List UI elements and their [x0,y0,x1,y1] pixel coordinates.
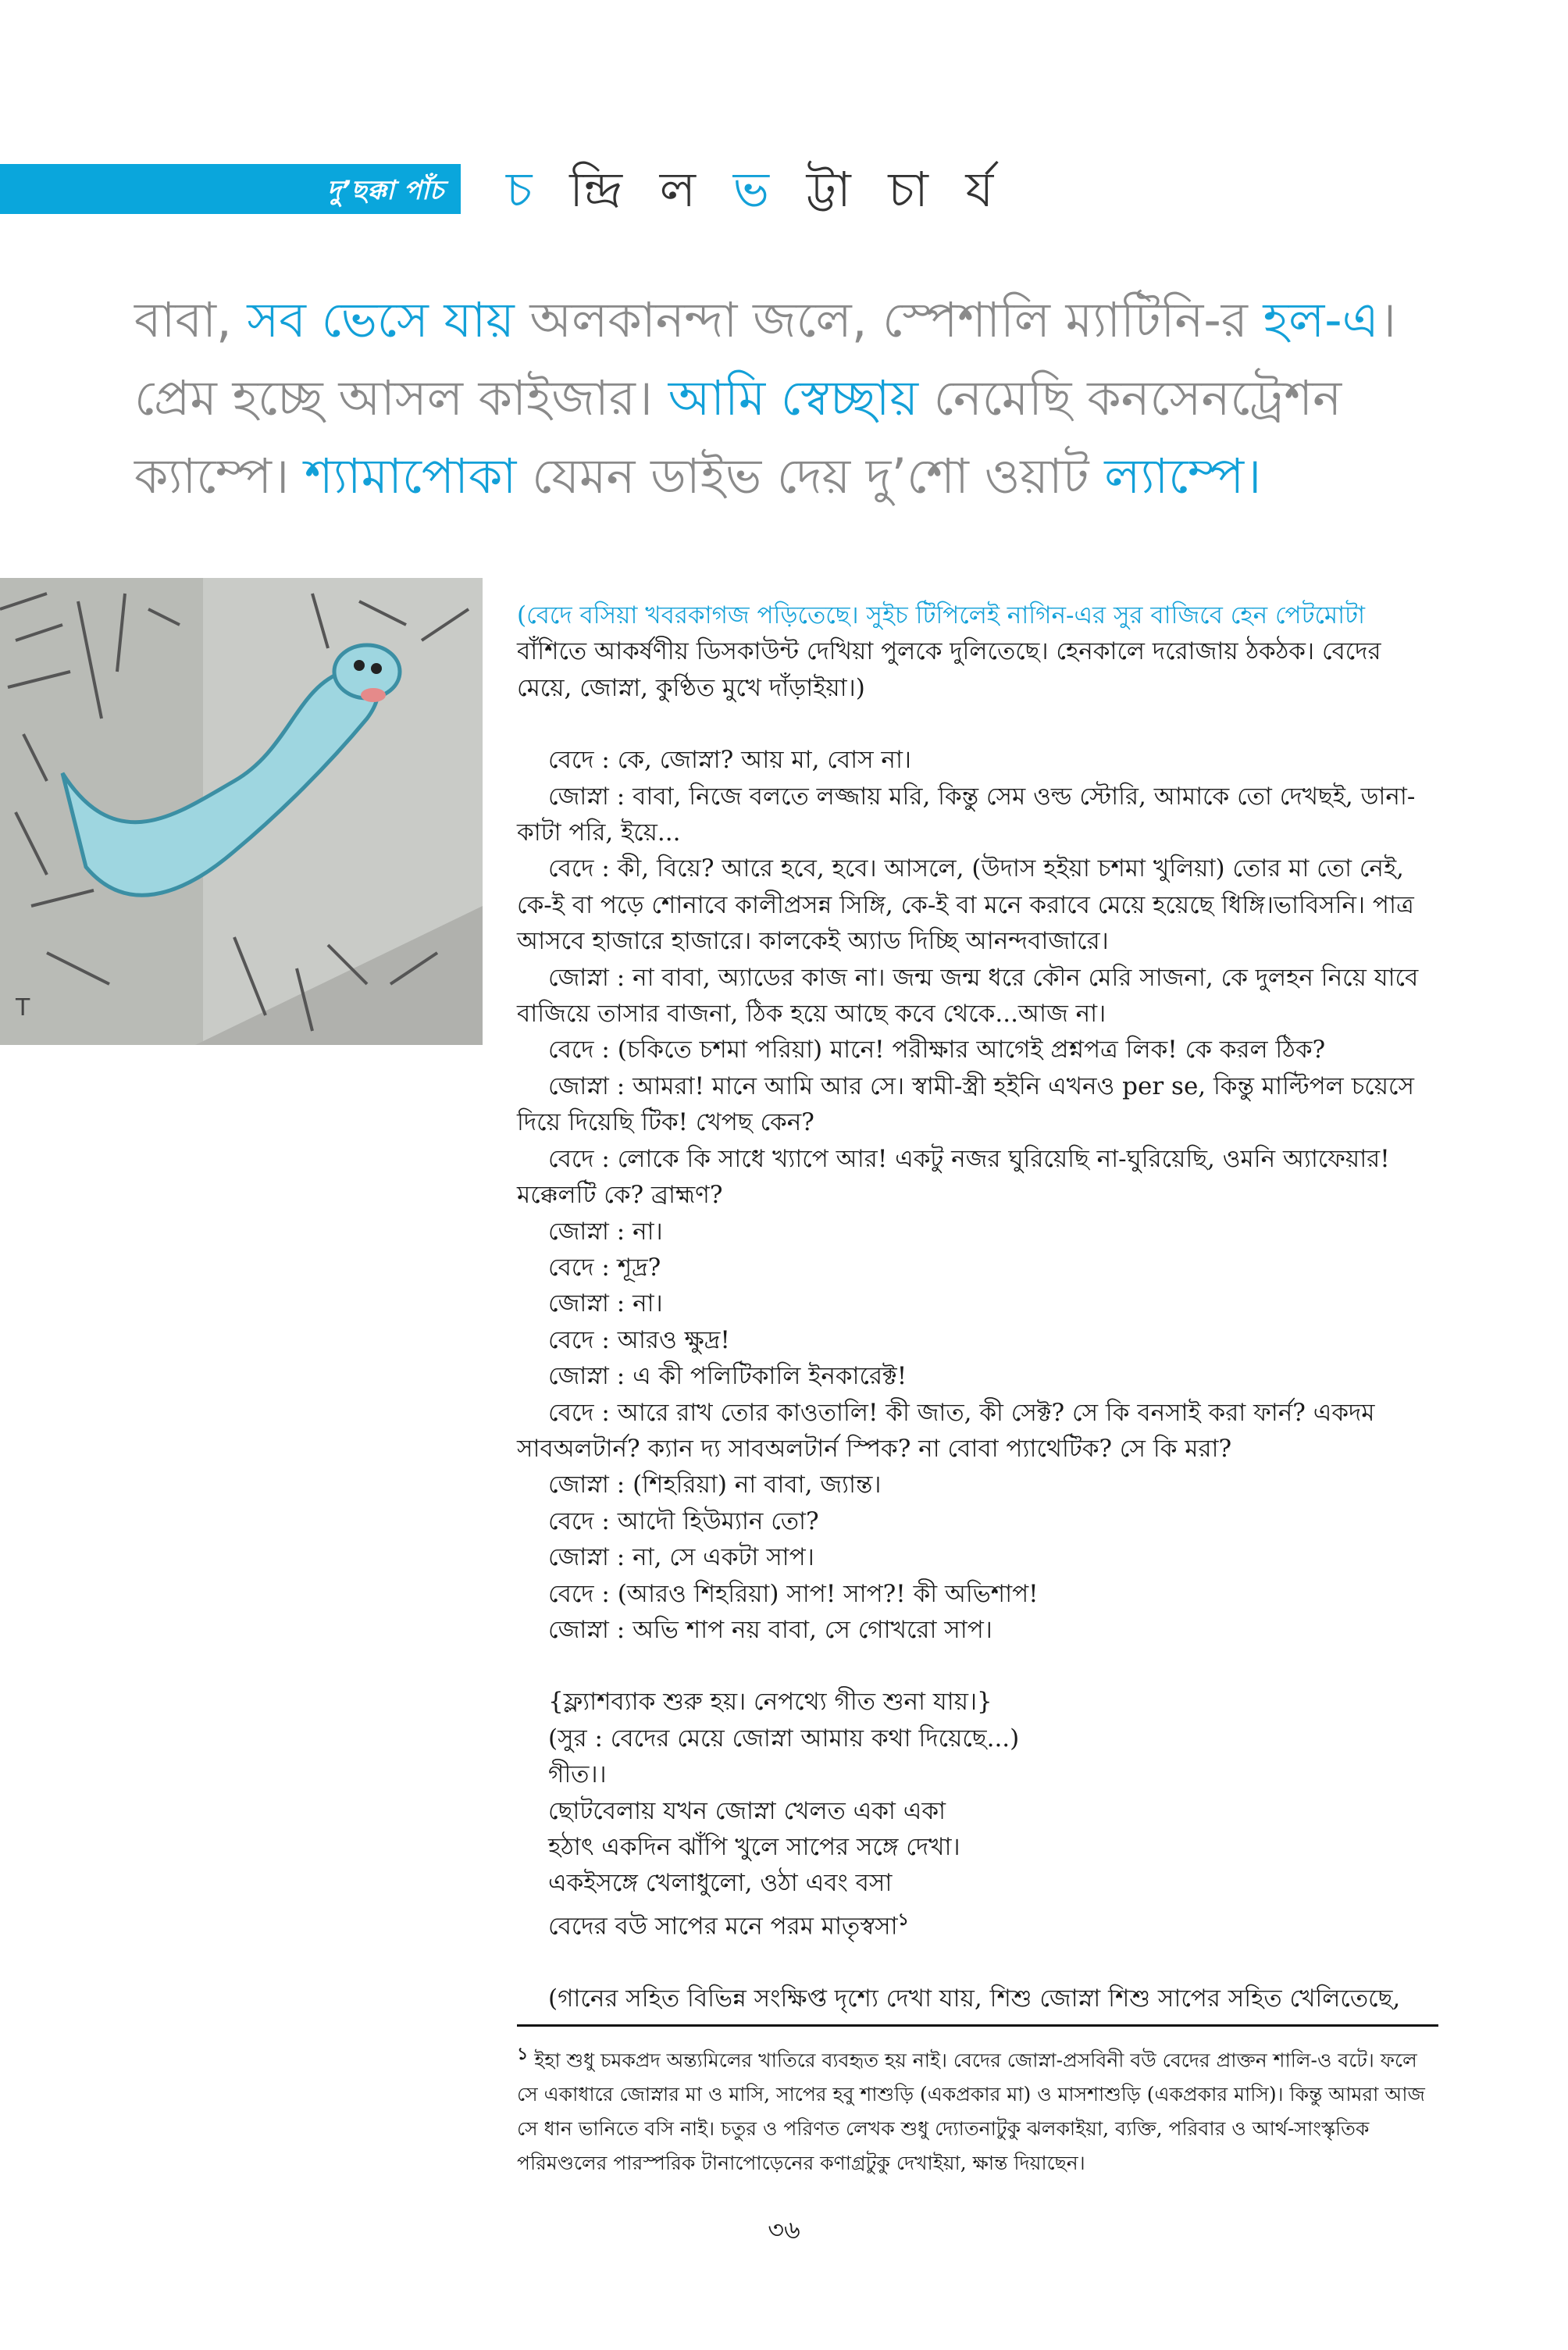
dialogue-line: জোস্না : (শিহরিয়া) না বাবা, জ্যান্ত। [548,1471,882,1500]
lead-paragraph [134,281,1415,515]
dialogue-line: বেদে : (চকিতে চশমা পরিয়া) মানে! পরীক্ষার আগেই প্রশ্নপত্র লিক! কে করল ঠিক? [548,1036,1326,1064]
author-first-initial: চ [506,161,543,218]
intro-paragraph [517,597,1438,706]
song-line: হঠাৎ একদিন ঝাঁপি খুলে সাপের সঙ্গে দেখা। [548,1833,960,1861]
footnote-ref[interactable]: ১ [897,1909,909,1930]
footnote-rule [517,2024,1438,2027]
dialogue-line: জোস্না : এ কী পলিটিকালি ইনকারেক্ট! [548,1362,907,1391]
flashback-line: {ফ্ল্যাশব্যাক শুরু হয়। নেপথ্যে গীত শুনা যায়।} [548,1688,992,1717]
dialogue-line: বেদে : আরে রাখ তোর কাওতালি! কী জাত, কী সেক্ট? সে কি বনসাই করা ফার্ন? একদম সাবঅলটার্ন? ক্যান দ্য সাবঅলটার্ন স্পিক? না বোবা প্যাথেটিক? সে কি মরা? [517,1398,1375,1463]
dialogue-line: বেদে : আরও ক্ষুদ্র! [548,1325,730,1354]
dialogue-line: বেদে : লোকে কি সাধে খ্যাপে আর! একটু নজর ঘুরিয়েছি না-ঘুরিয়েছি, ওমনি অ্যাফেয়ার! মক্কেলটি কে? ব্রাহ্মণ? [517,1144,1390,1210]
dialogue-line: জোস্না : অভি শাপ নয় বাবা, সে গোখরো সাপ। [548,1615,992,1644]
dialogue-line: বেদে : শূদ্র? [548,1253,661,1282]
song-line: ছোটবেলায় যখন জোস্না খেলত একা একা [548,1796,946,1825]
spacer [517,1648,1438,1684]
footnote [517,2037,1438,2181]
spacer [517,1945,1438,1981]
dialogue-line: বেদে : কী, বিয়ে? আরে হবে, হবে। আসলে, (উদাস হইয়া চশমা খুলিয়া) তোর মা তো নেই, কে-ই বা পড়ে শোনাবে কালীপ্রসন্ন সিঙ্গি, কে-ই বা মনে করাবে মেয়ে হয়েছে ধিঙ্গি।ভাবিসনি। পাত্র আসবে হাজারে হাজারে। কালকেই অ্যাড দিচ্ছি আনন্দবাজারে। [517,854,1414,956]
lead-highlight: শ্যামাপোকা [304,448,517,505]
dialogue-block [517,742,1438,1648]
song-line [517,1902,1438,1945]
footnote-text: ইহা শুধু চমকপ্রদ অন্ত্যমিলের খাতিরে ব্যবহৃত হয় নাই। বেদের জোস্না-প্রসবিনী বউ বেদের প্রাক্তন শালি-ও বটে। ফলে সে একাধারে জোস্নার মা ও মাসি, সাপের হবু শাশুড়ি (একপ্রকার মা) ও মাসশাশুড়ি (একপ্রকার মাসি)। কিন্তু আমরা আজ সে ধান ভানিতে বসি নাই। চতুর ও পরিণত লেখক শুধু দ্যোতনাটুকু ঝলকাইয়া, ব্যক্তি, পরিবার ও আর্থ-সাংস্কৃতিক পরিমণ্ডলের পারস্পরিক টানাপোড়েনের কণাগ্রটুকু দেখাইয়া, ক্ষান্ত দিয়াছেন। [517,2049,1425,2175]
svg-text:T: T [16,994,30,1022]
author-first-rest: ন্দ্রি ল [569,161,707,218]
dialogue-line: জোস্না : না, সে একটা সাপ। [548,1543,814,1572]
dialogue-line: জোস্না : না। [548,1289,663,1318]
author-last-rest: ট্টা চা র্য [806,161,1005,218]
page-number: ৩৬ [768,2215,800,2245]
lead-text: যেমন ডাইভ দেয় দু’শো ওয়াট [516,448,1105,505]
lead-highlight: হল-এ [1263,291,1379,348]
dialogue-line: জোস্না : না বাবা, অ্যাডের কাজ না। জন্ম জন্ম ধরে কৌন মেরি সাজনা, কে দুলহন নিয়ে যাবে বাজিয়ে তাসার বাজনা, ঠিক হয়ে আছে কবে থেকে...আজ না। [517,963,1419,1029]
dialogue-line: বেদে : কে, জোস্না? আয় মা, বোস না। [548,746,912,775]
spacer [517,706,1438,742]
dialogue-line: বেদে : আদৌ হিউম্যান তো? [548,1507,819,1535]
dialogue-line: বেদে : (আরও শিহরিয়া) সাপ! সাপ?! কী অভিশাপ! [548,1579,1039,1608]
tune-line: (সুর : বেদের মেয়ে জোস্না আমায় কথা দিয়েছে...) [548,1724,1020,1753]
series-tag: দু’ছক্কা পাঁচ [326,175,444,206]
lead-text: বাবা, [134,291,248,348]
lead-text: নেমেছি কনসেনট্রেশন ক্যাম্পে। [134,369,1342,505]
intro-rest-text: বাঁশিতে আকর্ষণীয় ডিসকাউন্ট দেখিয়া পুলকে দুলিতেছে। হেনকালে দরোজায় ঠকঠক। বেদের মেয়ে, জোস্না, কুণ্ঠিত মুখে দাঁড়াইয়া।) [517,637,1381,702]
song-line-text: বেদের বউ সাপের মনে পরম মাতৃস্বসা [548,1912,898,1941]
lead-highlight: সব ভেসে যায় [247,291,515,348]
lead-text: । প্রেম হচ্ছে আসল কাইজার। [134,291,1396,426]
graffiti-snake-photo [0,578,483,1045]
song-label: গীত।। [548,1760,607,1789]
lead-text: অলকানন্দা জলে, স্পেশালি ম্যাটিনি-র [514,291,1263,348]
dialogue-line: জোস্না : আমরা! মানে আমি আর সে। স্বামী-স্ত্রী হইনি এখনও per se, কিন্তু মাল্টিপল চয়েসে দিয়ে দিয়েছি টিক! খেপছ কেন? [517,1072,1414,1137]
article-body [517,597,1438,2017]
footnote-mark: ১ [517,2044,529,2064]
author-name [506,153,1004,234]
footnote-text-block [517,2037,1438,2181]
dialogue-line: জোস্না : বাবা, নিজে বলতে লজ্জায় মরি, কিন্তু সেম ওল্ড স্টোরি, আমাকে তো দেখছই, ডানা-কাটা পরি, ইয়ে... [517,782,1416,847]
intro-cyan-text: (বেদে বসিয়া খবরকাগজ পড়িতেছে। সুইচ টিপিলেই নাগিন-এর সুর বাজিবে হেন পেটমোটা [517,601,1366,629]
author-last-initial: ভ [732,161,780,218]
dialogue-line: জোস্না : না। [548,1217,663,1246]
closing-stage-direction: (গানের সহিত বিভিন্ন সংক্ষিপ্ত দৃশ্যে দেখা যায়, শিশু জোস্না শিশু সাপের সহিত খেলিতেছে, [548,1984,1401,2013]
lead-highlight: ল্যাম্পে। [1104,448,1262,505]
lead-highlight: আমি স্বেচ্ছায় [668,369,918,426]
song-block [517,1684,1438,1944]
section-banner [0,164,461,214]
song-line: একইসঙ্গে খেলাধুলো, ওঠা এবং বসা [548,1869,893,1898]
